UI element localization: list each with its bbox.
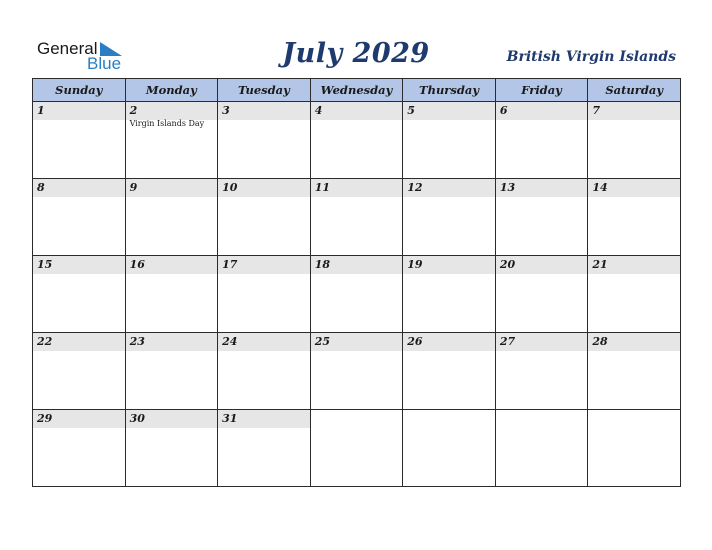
day-cell: [495, 179, 588, 256]
day-number: 12: [403, 179, 495, 197]
day-cell: [495, 102, 588, 179]
country-name: British Virgin Islands: [506, 49, 676, 65]
weekday-header-row: [33, 79, 681, 102]
weekday-header: Thursday: [403, 79, 496, 102]
day-cell: [588, 256, 681, 333]
day-cell: [33, 410, 126, 487]
day-cell: [310, 333, 403, 410]
day-number: 7: [588, 102, 680, 120]
day-number: 29: [33, 410, 125, 428]
day-cell: [125, 410, 218, 487]
weekday-header: Friday: [495, 79, 588, 102]
day-cell: [33, 102, 126, 179]
day-number: 19: [403, 256, 495, 274]
day-cell: [125, 256, 218, 333]
day-number: 11: [311, 179, 403, 197]
day-cell: [495, 410, 588, 487]
day-number: 30: [126, 410, 218, 428]
weekday-header: Tuesday: [218, 79, 311, 102]
logo-word-blue: Blue: [87, 54, 122, 73]
day-number: 17: [218, 256, 310, 274]
day-number: 9: [126, 179, 218, 197]
day-number: 8: [33, 179, 125, 197]
day-cell: [588, 179, 681, 256]
calendar-grid: [32, 78, 681, 487]
day-number: 15: [33, 256, 125, 274]
day-number: 18: [311, 256, 403, 274]
day-cell: [495, 256, 588, 333]
day-cell: [218, 102, 311, 179]
holiday-label: Virgin Islands Day: [129, 119, 205, 128]
day-number: 25: [311, 333, 403, 351]
day-cell: [218, 333, 311, 410]
day-number: 3: [218, 102, 310, 120]
day-cell: [310, 256, 403, 333]
day-number: 5: [403, 102, 495, 120]
day-cell: [403, 102, 496, 179]
day-number: 16: [126, 256, 218, 274]
weekday-header: Saturday: [588, 79, 681, 102]
day-cell: [125, 102, 218, 179]
logo-word-general: General: [37, 39, 98, 58]
weekday-header: Monday: [125, 79, 218, 102]
day-number: 2: [126, 102, 218, 120]
day-cell: [403, 179, 496, 256]
day-cell: [218, 410, 311, 487]
day-number: 20: [496, 256, 588, 274]
day-number: 1: [33, 102, 125, 120]
weekday-header: Wednesday: [310, 79, 403, 102]
day-number: 31: [218, 410, 310, 428]
day-cell: [310, 410, 403, 487]
day-number: 24: [218, 333, 310, 351]
day-cell: [33, 179, 126, 256]
week-row: [33, 179, 681, 256]
day-cell: [403, 256, 496, 333]
day-cell: [125, 179, 218, 256]
week-row: [33, 102, 681, 179]
day-cell: [33, 333, 126, 410]
week-row: [33, 410, 681, 487]
day-cell: [310, 179, 403, 256]
day-number: 4: [311, 102, 403, 120]
week-row: [33, 333, 681, 410]
weekday-header: Sunday: [33, 79, 126, 102]
day-cell: [310, 102, 403, 179]
day-number: 6: [496, 102, 588, 120]
month-title: July 2029: [282, 38, 430, 69]
day-cell: [403, 410, 496, 487]
day-number: 10: [218, 179, 310, 197]
day-number: 26: [403, 333, 495, 351]
day-cell: [495, 333, 588, 410]
day-cell: [33, 256, 126, 333]
day-number: 28: [588, 333, 680, 351]
day-cell: [218, 179, 311, 256]
week-row: [33, 256, 681, 333]
day-number: 21: [588, 256, 680, 274]
day-number: 13: [496, 179, 588, 197]
day-number: 27: [496, 333, 588, 351]
day-cell: [125, 333, 218, 410]
day-cell: [218, 256, 311, 333]
day-number: 14: [588, 179, 680, 197]
day-cell: [588, 102, 681, 179]
day-cell: [588, 410, 681, 487]
day-cell: [403, 333, 496, 410]
day-cell: [588, 333, 681, 410]
day-number: 23: [126, 333, 218, 351]
day-number: 22: [33, 333, 125, 351]
